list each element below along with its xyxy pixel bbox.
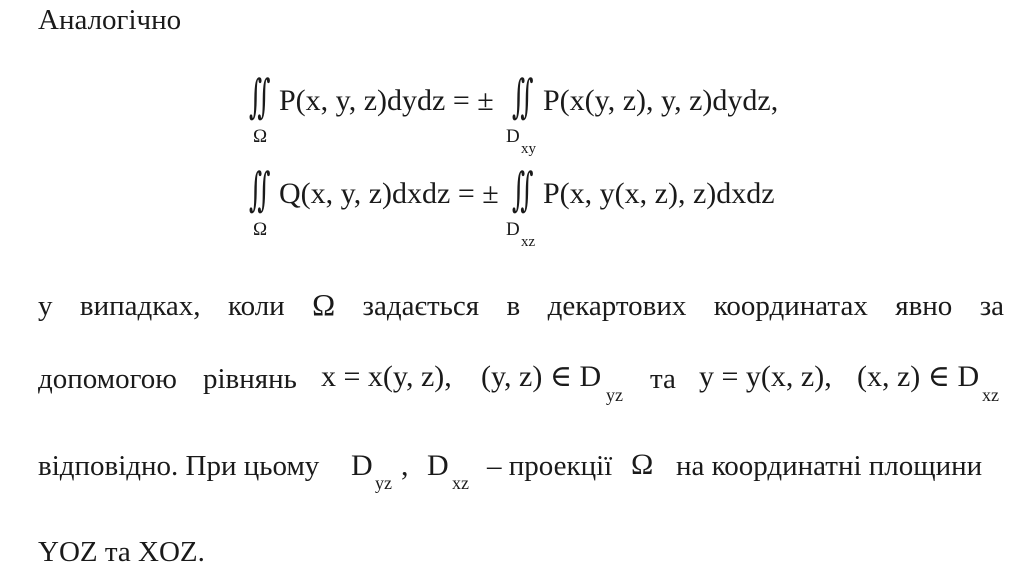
paragraph-line-1 [38, 289, 1004, 321]
equation-y: y = y(x, z), [699, 360, 832, 393]
word: коли [227, 290, 285, 322]
subscript: xz [982, 385, 999, 405]
omega-symbol: Ω [312, 287, 336, 322]
subscript: yz [375, 473, 392, 493]
formula-2-rhs: P(x, y(x, z), z)dxdz [543, 177, 775, 210]
intro-text: Аналогічно [38, 4, 182, 36]
formula-1-lhs: P(x, y, z)dydz = ± [279, 84, 494, 117]
subscript: xz [452, 473, 469, 493]
word: декартових [547, 290, 687, 322]
word: координатах [713, 290, 868, 322]
word: за [979, 290, 1005, 322]
word: та [650, 363, 676, 395]
double-integral-sign: ∬ [512, 164, 534, 215]
word: у [38, 290, 53, 322]
word: випадках, [79, 290, 201, 322]
domain-d: D [427, 449, 449, 482]
integral-domain-subscript: xy [521, 141, 536, 157]
subscript: yz [606, 385, 623, 405]
word: в [506, 290, 521, 322]
integral-domain-d: D [506, 126, 520, 147]
double-integral-sign: ∬ [249, 164, 271, 215]
text-segment: на координатні площини [676, 450, 983, 482]
text-segment: відповідно. При цьому [38, 450, 320, 482]
paragraph-line-4: YOZ та XOZ. [38, 536, 205, 568]
word: задається [362, 290, 480, 322]
membership-yz: (y, z) ∈ D [481, 360, 602, 393]
formula-1-rhs: P(x(y, z), y, z)dydz, [543, 84, 779, 117]
text-segment: – проекції [487, 450, 613, 482]
omega-symbol: Ω [631, 448, 654, 481]
double-integral-sign: ∬ [512, 71, 534, 122]
equation-x: x = x(y, z), [321, 360, 452, 393]
integral-domain-subscript: xz [521, 234, 536, 250]
membership-xz: (x, z) ∈ D [857, 360, 980, 393]
integral-domain-omega: Ω [253, 126, 268, 147]
double-integral-sign: ∬ [249, 71, 271, 122]
integral-domain-omega: Ω [253, 219, 268, 240]
integral-domain-d: D [506, 219, 520, 240]
domain-d: D [351, 449, 373, 482]
word: явно [895, 290, 953, 322]
comma: , [401, 449, 409, 482]
word: допомогою [38, 363, 177, 395]
word: рівнянь [203, 363, 297, 395]
formula-2-lhs: Q(x, y, z)dxdz = ± [279, 177, 499, 210]
